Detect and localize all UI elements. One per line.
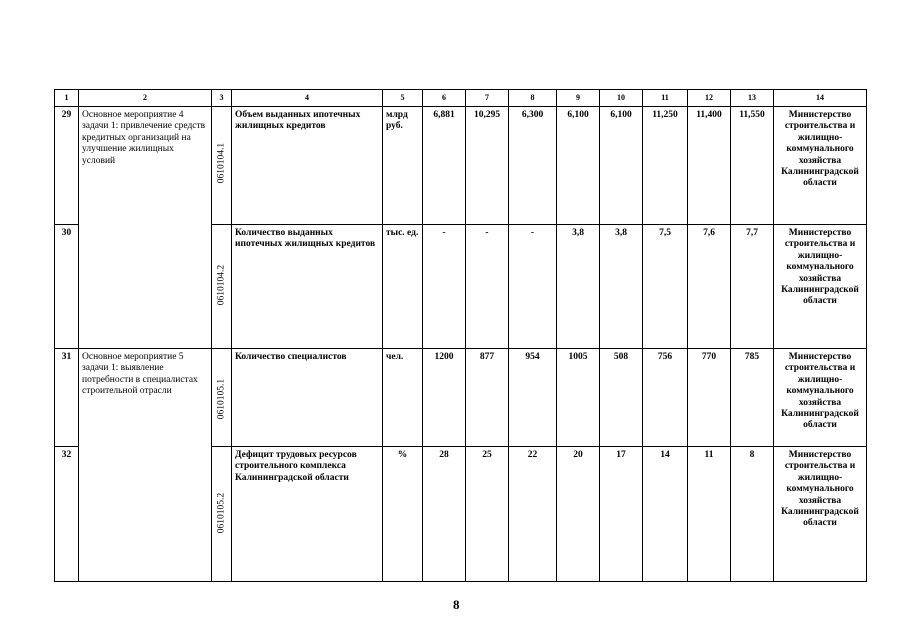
value-cell: 3,8 bbox=[557, 225, 600, 349]
header-cell: 12 bbox=[688, 90, 731, 107]
value-cell: 954 bbox=[509, 349, 557, 447]
value-cell: 1200 bbox=[423, 349, 466, 447]
value-cell: 756 bbox=[643, 349, 688, 447]
row-number: 32 bbox=[55, 447, 79, 582]
row-number: 29 bbox=[55, 107, 79, 225]
event-description: Основное мероприятие 4 задачи 1: привлечение средств кредитных организаций на улучшение жилищных условий bbox=[79, 107, 212, 349]
indicators-table bbox=[54, 89, 867, 582]
value-cell: 11,400 bbox=[688, 107, 731, 225]
value-cell: 14 bbox=[643, 447, 688, 582]
header-cell: 6 bbox=[423, 90, 466, 107]
row-number: 31 bbox=[55, 349, 79, 447]
indicator-code: 0610104.2 bbox=[215, 264, 226, 306]
responsible-executor: Министерство строительства и жилищно-коммунального хозяйства Калининградской области bbox=[774, 225, 867, 349]
header-cell: 11 bbox=[643, 90, 688, 107]
indicator-name: Дефицит трудовых ресурсов строительного комплекса Калининградской области bbox=[232, 447, 383, 582]
unit: млрд руб. bbox=[383, 107, 423, 225]
unit: % bbox=[383, 447, 423, 582]
indicator-code: 0610105.1 bbox=[215, 378, 226, 420]
unit: тыс. ед. bbox=[383, 225, 423, 349]
value-cell: 770 bbox=[688, 349, 731, 447]
value-cell: - bbox=[423, 225, 466, 349]
code-cell bbox=[212, 225, 232, 349]
value-cell: 785 bbox=[731, 349, 774, 447]
header-cell: 5 bbox=[383, 90, 423, 107]
indicator-code: 0610105.2 bbox=[215, 492, 226, 534]
responsible-executor: Министерство строительства и жилищно-коммунального хозяйства Калининградской области bbox=[774, 349, 867, 447]
page-number: 8 bbox=[453, 597, 460, 612]
responsible-executor: Министерство строительства и жилищно-коммунального хозяйства Калининградской области bbox=[774, 107, 867, 225]
unit: чел. bbox=[383, 349, 423, 447]
value-cell: 7,6 bbox=[688, 225, 731, 349]
value-cell: 11 bbox=[688, 447, 731, 582]
indicator-name: Количество выданных ипотечных жилищных кредитов bbox=[232, 225, 383, 349]
value-cell: 7,7 bbox=[731, 225, 774, 349]
responsible-executor: Министерство строительства и жилищно-коммунального хозяйства Калининградской области bbox=[774, 447, 867, 582]
header-cell: 14 bbox=[774, 90, 867, 107]
value-cell: - bbox=[509, 225, 557, 349]
value-cell: 6,300 bbox=[509, 107, 557, 225]
header-cell: 2 bbox=[79, 90, 212, 107]
value-cell: 3,8 bbox=[600, 225, 643, 349]
header-cell: 4 bbox=[232, 90, 383, 107]
value-cell: 877 bbox=[466, 349, 509, 447]
header-cell: 9 bbox=[557, 90, 600, 107]
value-cell: 508 bbox=[600, 349, 643, 447]
header-cell: 10 bbox=[600, 90, 643, 107]
value-cell: 22 bbox=[509, 447, 557, 582]
code-cell bbox=[212, 447, 232, 582]
value-cell: - bbox=[466, 225, 509, 349]
header-row bbox=[55, 90, 867, 107]
value-cell: 10,295 bbox=[466, 107, 509, 225]
code-cell bbox=[212, 349, 232, 447]
indicator-code: 0610104.1 bbox=[215, 142, 226, 184]
value-cell: 1005 bbox=[557, 349, 600, 447]
value-cell: 11,250 bbox=[643, 107, 688, 225]
value-cell: 6,881 bbox=[423, 107, 466, 225]
header-cell: 1 bbox=[55, 90, 79, 107]
value-cell: 11,550 bbox=[731, 107, 774, 225]
value-cell: 6,100 bbox=[557, 107, 600, 225]
indicator-name: Количество специалистов bbox=[232, 349, 383, 447]
value-cell: 17 bbox=[600, 447, 643, 582]
value-cell: 25 bbox=[466, 447, 509, 582]
row-number: 30 bbox=[55, 225, 79, 349]
value-cell: 20 bbox=[557, 447, 600, 582]
table-row bbox=[55, 107, 867, 225]
indicator-name: Объем выданных ипотечных жилищных кредитов bbox=[232, 107, 383, 225]
value-cell: 6,100 bbox=[600, 107, 643, 225]
value-cell: 28 bbox=[423, 447, 466, 582]
value-cell: 8 bbox=[731, 447, 774, 582]
header-cell: 8 bbox=[509, 90, 557, 107]
code-cell bbox=[212, 107, 232, 225]
table-row bbox=[55, 349, 867, 447]
header-cell: 3 bbox=[212, 90, 232, 107]
event-description: Основное мероприятие 5 задачи 1: выявление потребности в специалистах строительной отрасли bbox=[79, 349, 212, 582]
value-cell: 7,5 bbox=[643, 225, 688, 349]
header-cell: 7 bbox=[466, 90, 509, 107]
header-cell: 13 bbox=[731, 90, 774, 107]
